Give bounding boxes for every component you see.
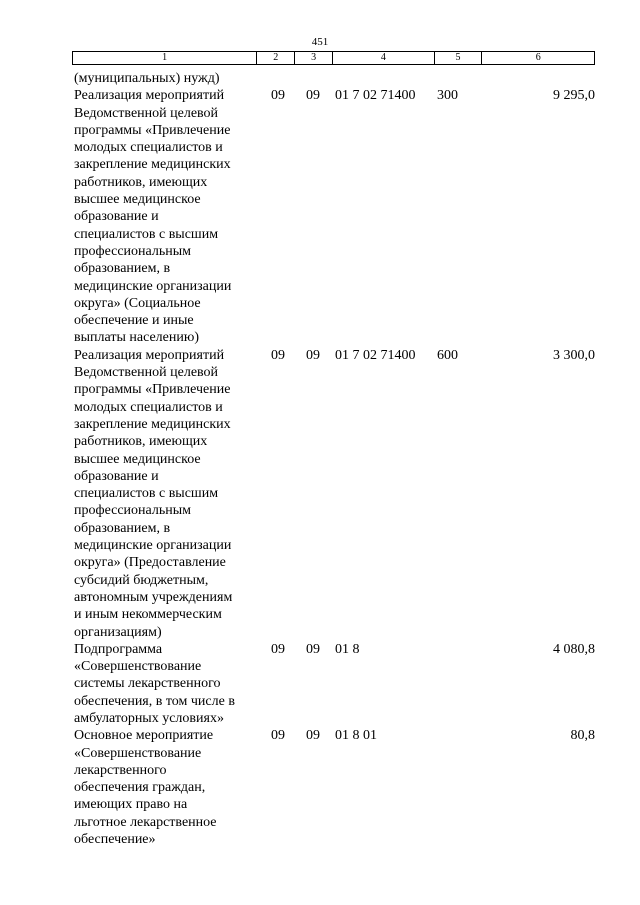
row-col-6: 9 295,0: [553, 88, 595, 104]
row-col-2: 09: [271, 347, 285, 363]
page-number: 451: [311, 36, 329, 48]
row-name: (муниципальных) нужд): [74, 71, 220, 86]
header-col-3: 3: [295, 52, 333, 64]
row-col-4: 01 7 02 71400: [335, 347, 416, 363]
row-col-4: 01 7 02 71400: [335, 88, 416, 104]
row-name: Подпрограмма «Совершенствование системы лекарственного обеспечения, в том числе в амбулаторных условиях»: [74, 641, 235, 726]
row-name: Реализация мероприятий Ведомственной целевой программы «Привлечение молодых специалистов и закрепление медицинских работников, имеющих высшее медицинское образование и специалистов с высшим профессиональным образованием, в медицинские организации округа» (Предоставление субсидий бюджетным, автономным учреждениям и иным некоммерческим организациям): [74, 347, 233, 640]
row-name: Основное мероприятие «Совершенствование лекарственного обеспечения граждан, имеющих право на льготное лекарственное обеспечение»: [74, 728, 217, 848]
row-col-5: [435, 641, 483, 727]
row-col-2: [257, 70, 295, 87]
header-col-4: 4: [333, 52, 435, 64]
row-col-2: 09: [271, 88, 285, 104]
row-col-3: 09: [306, 347, 320, 363]
row-col-5: 600: [437, 347, 458, 363]
row-col-5: [435, 70, 483, 87]
row-col-2: 09: [271, 728, 285, 744]
row-col-2: 09: [271, 641, 285, 657]
header-col-2: 2: [257, 52, 295, 64]
row-col-6: 3 300,0: [553, 347, 595, 363]
row-col-3: 09: [306, 88, 320, 104]
table-body: [72, 70, 595, 848]
row-col-4: 01 8: [335, 641, 360, 657]
row-col-5: 300: [437, 88, 458, 104]
row-name: Реализация мероприятий Ведомственной целевой программы «Привлечение молодых специалистов и закрепление медицинских работников, имеющих высшее медицинское образование и специалистов с высшим профессиональным образованием, в медицинские организации округа» (Социальное обеспечение и иные выплаты населению): [74, 88, 232, 346]
row-col-3: 09: [306, 641, 320, 657]
header-col-5: 5: [435, 52, 483, 64]
table-header: [72, 51, 595, 65]
table-row: [72, 727, 595, 848]
table-row: [72, 87, 595, 346]
header-col-6: 6: [535, 52, 541, 63]
row-col-6: 4 080,8: [553, 641, 595, 657]
table-row: [72, 70, 595, 87]
row-col-6: 80,8: [570, 728, 595, 744]
table-row: [72, 347, 595, 641]
header-col-1: 1: [73, 52, 257, 64]
row-col-4: 01 8 01: [335, 728, 377, 744]
row-col-4: [333, 70, 435, 87]
row-col-3: [295, 70, 333, 87]
table-row: [72, 641, 595, 727]
row-col-5: [435, 727, 483, 848]
row-col-3: 09: [306, 728, 320, 744]
row-col-6: [483, 70, 595, 87]
